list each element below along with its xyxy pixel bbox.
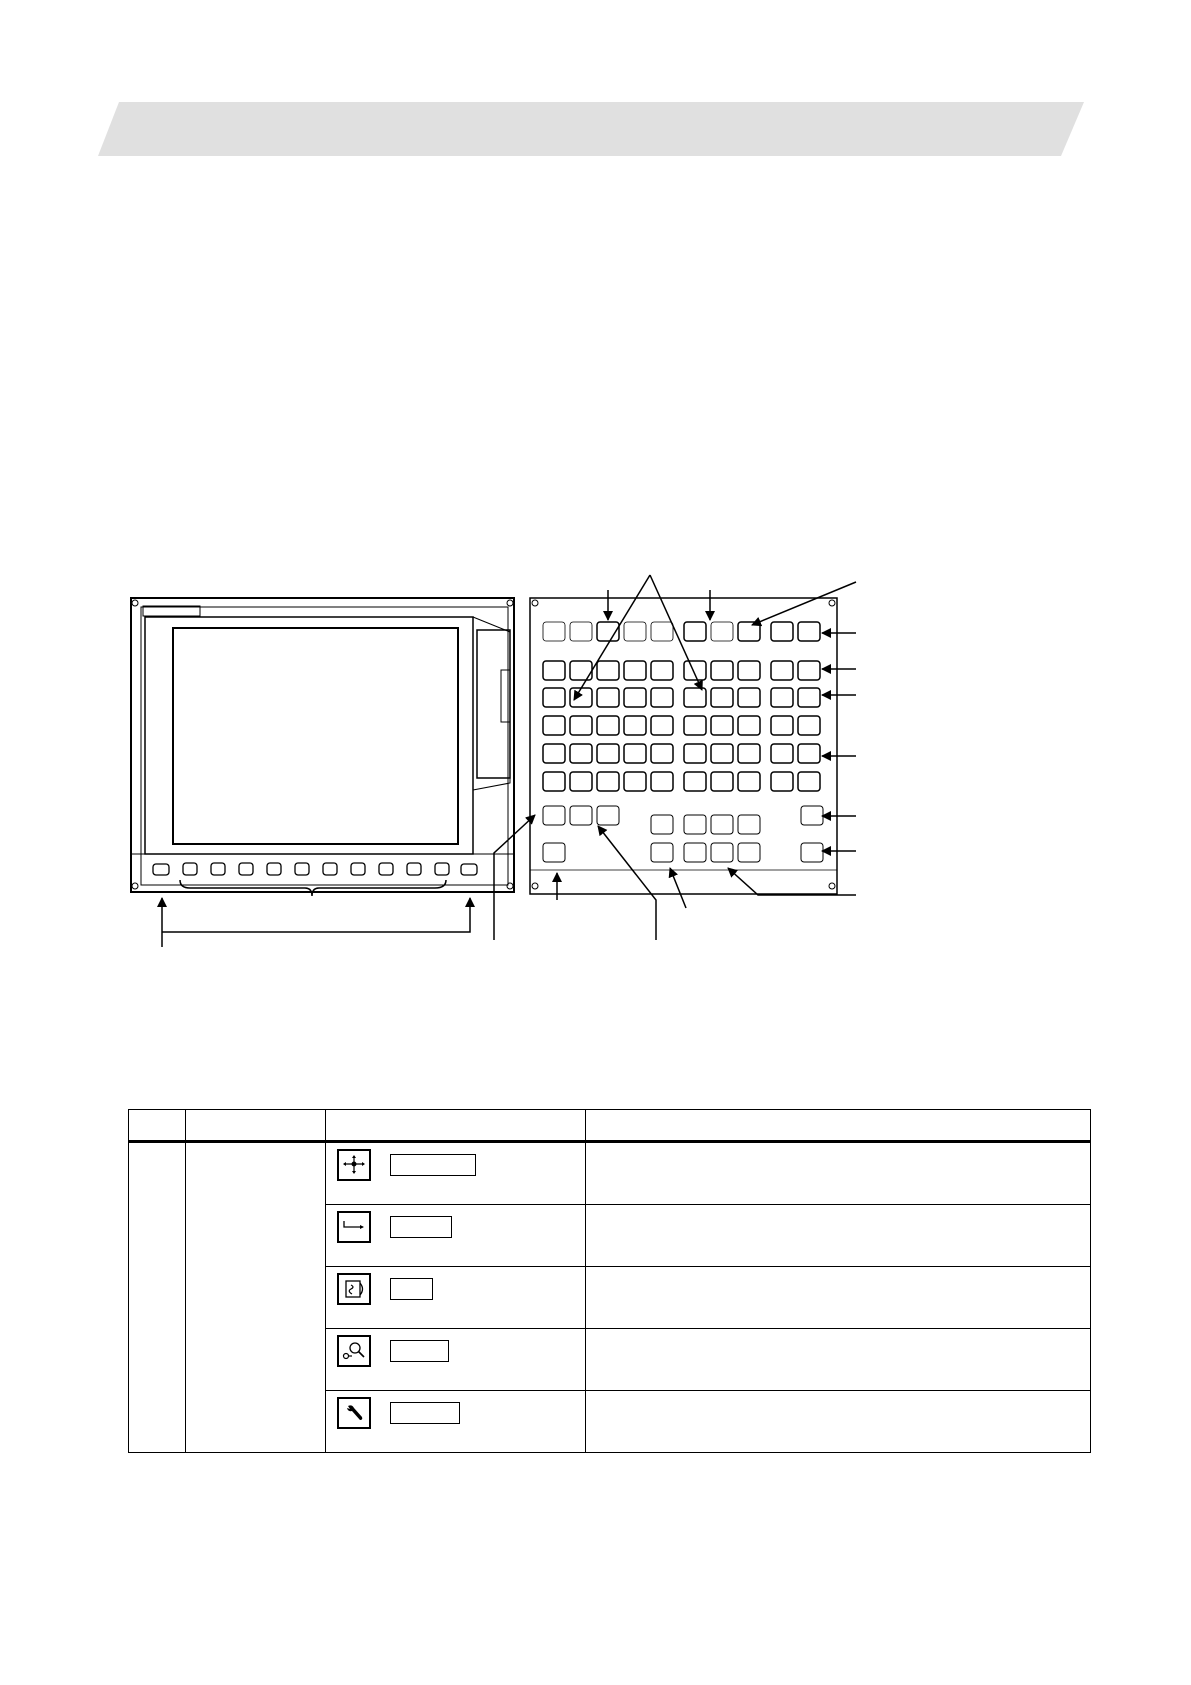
keyboard-key xyxy=(597,716,619,735)
table-row xyxy=(129,1142,1091,1205)
table-key-cell xyxy=(326,1329,586,1391)
softkey xyxy=(435,863,449,875)
table-key-cell xyxy=(326,1391,586,1453)
softkey-brace xyxy=(180,880,446,896)
keyboard-key xyxy=(771,622,793,641)
keyboard-key xyxy=(543,843,565,862)
keyboard-key xyxy=(684,622,706,641)
keyboard-key xyxy=(651,815,673,834)
softkey xyxy=(183,863,197,875)
keyboard-key xyxy=(684,716,706,735)
keyboard-key xyxy=(738,688,760,707)
keyboard-key xyxy=(651,688,673,707)
header-band-shape xyxy=(98,102,1084,156)
table-description-cell xyxy=(586,1267,1091,1329)
keyboard-key xyxy=(624,661,646,680)
keyboard-key xyxy=(570,744,592,763)
key-label-box xyxy=(390,1278,433,1300)
table-name-cell xyxy=(186,1142,326,1453)
softkey-right-arrow xyxy=(461,864,477,875)
keyboard-key xyxy=(738,622,760,641)
keyboard-key xyxy=(684,744,706,763)
keyboard-key xyxy=(711,622,733,641)
keyboard-key xyxy=(711,716,733,735)
section-header-band xyxy=(0,0,1191,170)
keyboard-key xyxy=(738,744,760,763)
keyboard-key xyxy=(798,661,820,680)
keyboard-key xyxy=(711,744,733,763)
key-label-box xyxy=(390,1154,476,1176)
keyboard-key xyxy=(771,688,793,707)
table-header-cell-4 xyxy=(586,1110,1091,1142)
keyboard-key xyxy=(543,661,565,680)
keyboard-key xyxy=(738,815,760,834)
keyboard-key xyxy=(651,716,673,735)
table-key-cell xyxy=(326,1205,586,1267)
crosshair-arrows-icon xyxy=(337,1149,371,1181)
keyboard-key xyxy=(543,716,565,735)
table-header-cell-2 xyxy=(186,1110,326,1142)
keyboard-key xyxy=(738,772,760,791)
keyboard-key xyxy=(771,772,793,791)
keyboard-key xyxy=(624,622,646,641)
keyboard-key xyxy=(771,661,793,680)
table-key-cell xyxy=(326,1142,586,1205)
magnifier-tool-icon xyxy=(337,1335,371,1367)
key-grid xyxy=(543,622,823,862)
keyboard-key xyxy=(684,661,706,680)
keyboard-key xyxy=(570,716,592,735)
keyboard-key xyxy=(684,815,706,834)
table-description-cell xyxy=(586,1142,1091,1205)
arrow-right-bracket-icon xyxy=(337,1211,371,1243)
softkey xyxy=(379,863,393,875)
keyboard-key xyxy=(543,688,565,707)
keyboard-key xyxy=(570,772,592,791)
table-description-cell xyxy=(586,1329,1091,1391)
program-scroll-icon xyxy=(337,1273,371,1305)
keyboard-key xyxy=(771,744,793,763)
arrow-right-softkey xyxy=(162,898,470,932)
softkey xyxy=(239,863,253,875)
table-key-cell xyxy=(326,1267,586,1329)
keyboard-key xyxy=(624,744,646,763)
keyboard-key xyxy=(798,744,820,763)
keyboard-key xyxy=(597,688,619,707)
softkey xyxy=(295,863,309,875)
keyboard-key xyxy=(798,772,820,791)
keyboard-key xyxy=(543,744,565,763)
arrow-diag-left xyxy=(574,575,650,700)
keyboard-key xyxy=(801,843,823,862)
wrench-icon xyxy=(337,1397,371,1429)
table-header-row xyxy=(129,1110,1091,1142)
arrow-top-right xyxy=(752,582,856,625)
softkey xyxy=(267,863,281,875)
keyboard-key xyxy=(684,688,706,707)
keyboard-key xyxy=(597,806,619,825)
keyboard-key xyxy=(651,661,673,680)
keyboard-key xyxy=(624,716,646,735)
keyboard-key xyxy=(624,688,646,707)
keyboard-key xyxy=(771,716,793,735)
keyboard-key xyxy=(738,661,760,680)
keyboard-key xyxy=(651,843,673,862)
keyboard-key xyxy=(711,688,733,707)
keyboard-key xyxy=(597,744,619,763)
arrow-bottom-center xyxy=(598,826,656,940)
table-description-cell xyxy=(586,1391,1091,1453)
softkey-left-arrow xyxy=(153,864,169,875)
arrow-bottom-lower xyxy=(670,868,686,908)
keyboard-key xyxy=(651,772,673,791)
keyboard-key xyxy=(543,622,565,641)
keyboard-key xyxy=(798,622,820,641)
keyboard-key xyxy=(570,806,592,825)
key-label-box xyxy=(390,1402,460,1424)
keyboard-key xyxy=(570,622,592,641)
keyboard-key xyxy=(798,716,820,735)
keyboard-key xyxy=(684,843,706,862)
key-function-table xyxy=(128,1109,1091,1453)
keyboard-key xyxy=(711,661,733,680)
soft-keys xyxy=(153,863,477,875)
keyboard-key xyxy=(651,622,673,641)
softkey xyxy=(211,863,225,875)
keyboard-key xyxy=(543,806,565,825)
display-unit xyxy=(131,598,514,892)
table-description-cell xyxy=(586,1205,1091,1267)
keyboard-key xyxy=(651,744,673,763)
keyboard-key xyxy=(711,815,733,834)
keyboard-key xyxy=(738,843,760,862)
table-number-cell xyxy=(129,1142,186,1453)
keyboard-key xyxy=(597,661,619,680)
key-label-box xyxy=(390,1216,452,1238)
table-header-cell-1 xyxy=(129,1110,186,1142)
keyboard-key xyxy=(543,772,565,791)
keyboard-key xyxy=(798,688,820,707)
keyboard-key xyxy=(738,716,760,735)
keyboard-key xyxy=(801,806,823,825)
keyboard-key xyxy=(711,843,733,862)
arrow-diag-right xyxy=(650,575,702,690)
keyboard-key xyxy=(597,772,619,791)
keyboard-key xyxy=(684,772,706,791)
keyboard-key xyxy=(711,772,733,791)
key-label-box xyxy=(390,1340,449,1362)
keyboard-key xyxy=(570,688,592,707)
table-header-cell-3 xyxy=(326,1110,586,1142)
softkey xyxy=(323,863,337,875)
softkey xyxy=(351,863,365,875)
cnc-panel-figure xyxy=(0,560,1191,960)
keyboard-key xyxy=(624,772,646,791)
softkey xyxy=(407,863,421,875)
